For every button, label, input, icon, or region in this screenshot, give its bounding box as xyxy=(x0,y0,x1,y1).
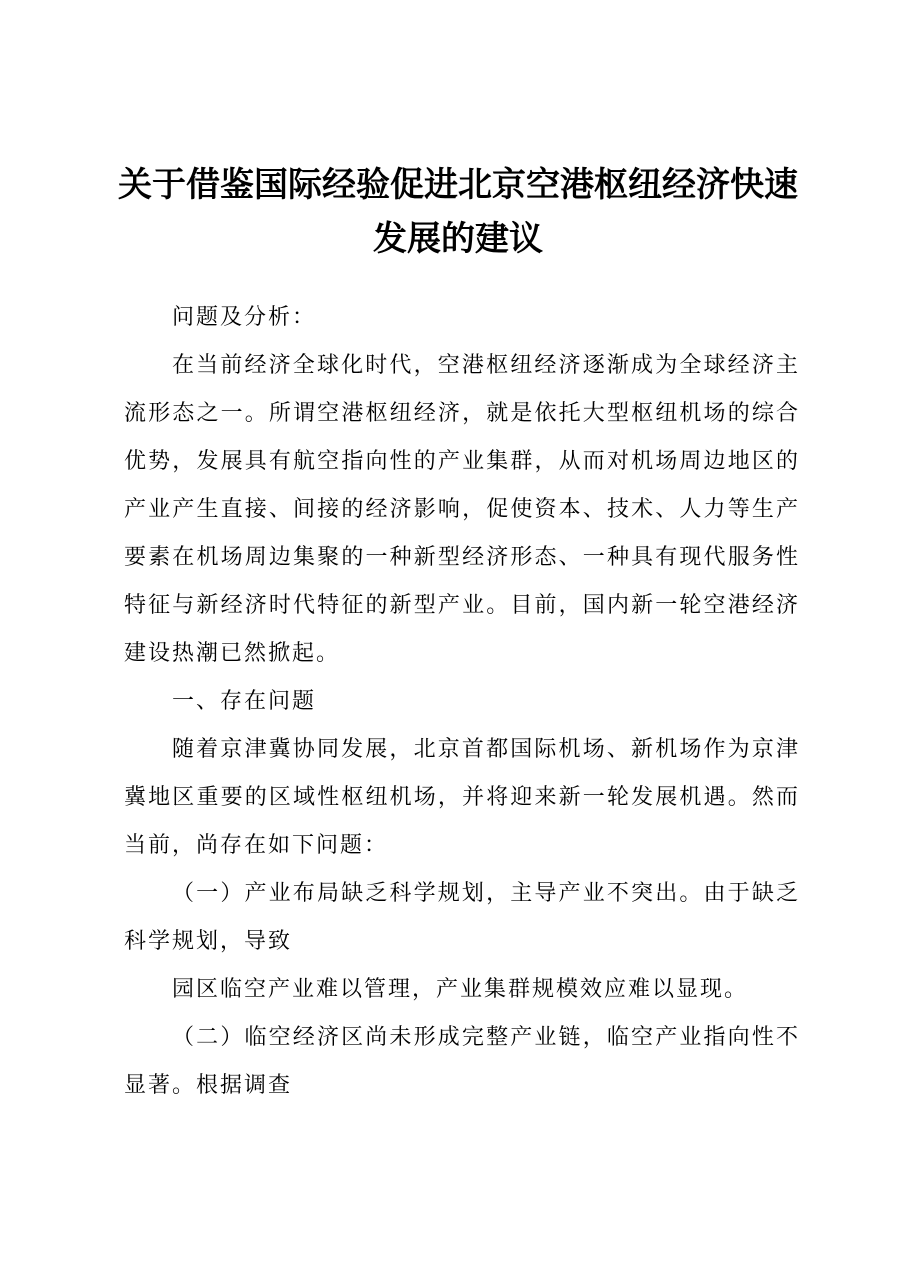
section-heading-problems: 一、存在问题 xyxy=(172,689,317,714)
section-label-analysis: 问题及分析： xyxy=(172,305,317,330)
paragraph-continuation: 园区临空产业难以管理，产业集群规模效应难以显现。 xyxy=(172,977,749,1002)
paragraph-context: 随着京津冀协同发展，北京首都国际机场、新机场作为京津冀地区重要的区域性枢纽机场，并将迎来新一轮发展机遇。然而当前，尚存在如下问题： xyxy=(124,737,800,858)
title-line-1: 关于借鉴国际经验促进北京空港枢纽经济快速 xyxy=(118,165,798,205)
subsection-item-2: （二）临空经济区尚未形成完整产业链，临空产业指向性不显著。根据调查 xyxy=(124,1025,800,1098)
subsection-item-1: （一）产业布局缺乏科学规划，主导产业不突出。由于缺乏科学规划，导致 xyxy=(124,881,800,954)
title-line-2: 发展的建议 xyxy=(373,219,543,259)
document-body xyxy=(124,294,800,1110)
paragraph-intro: 在当前经济全球化时代，空港枢纽经济逐渐成为全球经济主流形态之一。所谓空港枢纽经济，就是依托大型枢纽机场的综合优势，发展具有航空指向性的产业集群，从而对机场周边地区的产业产生直接、间接的经济影响，促使资本、技术、人力等生产要素在机场周边集聚的一种新型经济形态、一种具有现代服务性特征与新经济时代特征的新型产业。目前，国内新一轮空港经济建设热潮已然掀起。 xyxy=(124,353,800,666)
document-title xyxy=(118,158,798,266)
